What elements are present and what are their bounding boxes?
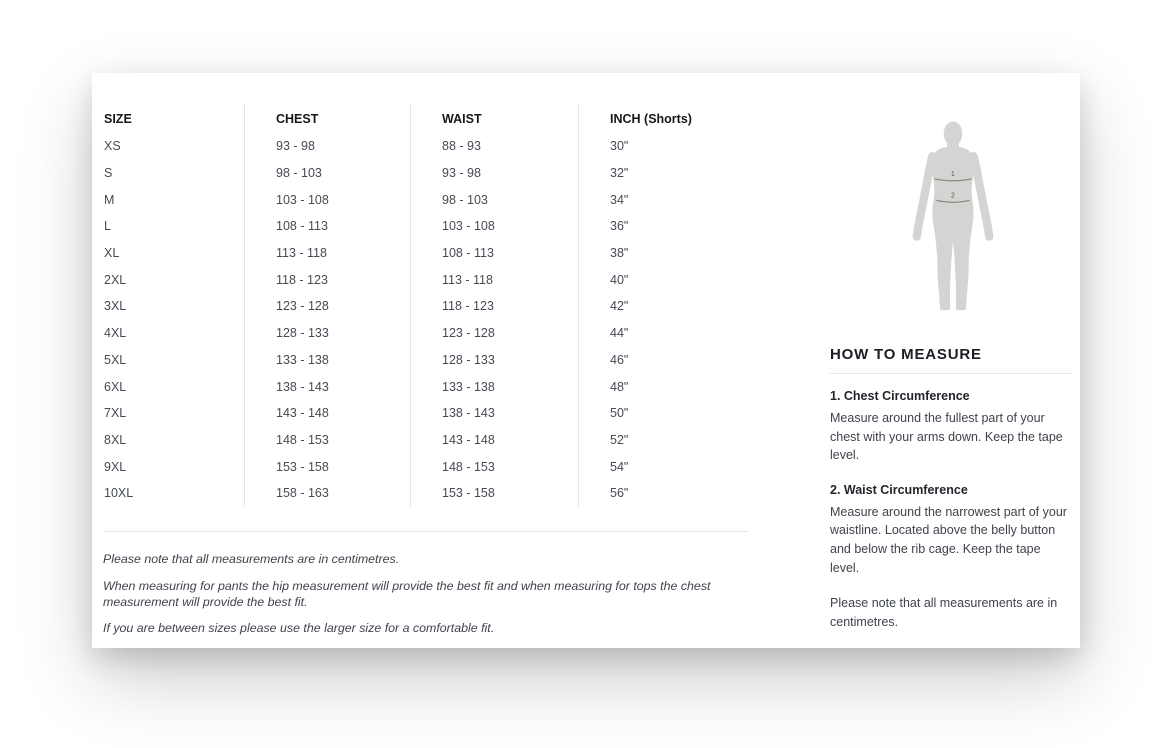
inch-cell: 46"	[578, 347, 748, 374]
table-row	[103, 373, 748, 400]
size-cell: 6XL	[104, 379, 127, 394]
inch-cell: 34"	[578, 186, 748, 213]
waist-cell: 143 - 148	[410, 427, 578, 454]
chest-cell: 98 - 103	[244, 160, 410, 187]
waist-cell: 93 - 98	[410, 160, 578, 187]
table-row	[103, 240, 748, 267]
body-silhouette-figure	[888, 120, 1018, 316]
table-row	[103, 400, 748, 427]
size-table	[103, 104, 748, 507]
inch-cell: 52"	[578, 427, 748, 454]
male-body-silhouette-icon	[888, 120, 1018, 316]
note-centimetres: Please note that all measurements are in centimetres.	[103, 552, 400, 566]
inch-cell: 30"	[578, 133, 748, 160]
chest-section-heading: 1. Chest Circumference	[830, 389, 970, 403]
inch-cell: 38"	[578, 240, 748, 267]
size-cell: 7XL	[104, 406, 127, 421]
note-between-sizes: If you are between sizes please use the larger size for a comfortable fit.	[103, 621, 495, 635]
inch-cell: 44"	[578, 320, 748, 347]
column-header-chest: CHEST	[244, 104, 410, 133]
waist-section-heading: 2. Waist Circumference	[830, 482, 968, 497]
chest-cell: 158 - 163	[244, 480, 410, 507]
table-row	[103, 480, 748, 507]
inch-cell: 32"	[578, 160, 748, 187]
right-column-note: Please note that all measurements are in centimetres.	[830, 596, 1058, 629]
size-cell: 3XL	[104, 299, 127, 314]
chest-cell: 103 - 108	[244, 186, 410, 213]
how-to-measure-panel	[830, 345, 1073, 631]
inch-cell: 42"	[578, 293, 748, 320]
chest-cell: 113 - 118	[244, 240, 410, 267]
inch-cell: 40"	[578, 266, 748, 293]
inch-cell: 48"	[578, 373, 748, 400]
size-cell: M	[104, 192, 115, 207]
table-row	[103, 186, 748, 213]
waist-section-body: Measure around the narrowest part of your waistline. Located above the belly button and below the rib cage. Keep the tape level.	[830, 504, 1067, 575]
waist-cell: 128 - 133	[410, 347, 578, 374]
inch-cell: 54"	[578, 453, 748, 480]
size-cell: XS	[104, 139, 121, 154]
size-cell: 5XL	[104, 352, 127, 367]
chest-line-label: 1	[951, 170, 955, 178]
size-cell: 9XL	[104, 459, 127, 474]
chest-cell: 108 - 113	[244, 213, 410, 240]
waist-cell: 118 - 123	[410, 293, 578, 320]
size-cell: 4XL	[104, 326, 127, 341]
chest-cell: 138 - 143	[244, 373, 410, 400]
size-cell: 8XL	[104, 432, 127, 447]
waist-line-label: 2	[951, 192, 955, 200]
note-best-fit: When measuring for pants the hip measurement will provide the best fit and when measuring for tops the chest measurement will provide the best fit.	[103, 578, 711, 609]
chest-cell: 148 - 153	[244, 427, 410, 454]
table-row	[103, 427, 748, 454]
waist-cell: 148 - 153	[410, 453, 578, 480]
waist-cell: 133 - 138	[410, 373, 578, 400]
table-row	[103, 453, 748, 480]
inch-cell: 56"	[578, 480, 748, 507]
size-table-body	[103, 133, 748, 507]
size-cell: S	[104, 166, 113, 181]
waist-cell: 123 - 128	[410, 320, 578, 347]
chest-cell: 93 - 98	[244, 133, 410, 160]
chest-cell: 128 - 133	[244, 320, 410, 347]
chest-cell: 133 - 138	[244, 347, 410, 374]
waist-cell: 103 - 108	[410, 213, 578, 240]
table-row	[103, 347, 748, 374]
column-header-inch: INCH (Shorts)	[578, 104, 748, 133]
table-row	[103, 133, 748, 160]
inch-cell: 50"	[578, 400, 748, 427]
table-row	[103, 160, 748, 187]
how-to-measure-divider	[830, 373, 1073, 374]
table-row	[103, 293, 748, 320]
chest-cell: 153 - 158	[244, 453, 410, 480]
table-row	[103, 213, 748, 240]
waist-cell: 153 - 158	[410, 480, 578, 507]
size-cell: 2XL	[104, 272, 127, 287]
size-guide-card	[92, 73, 1080, 648]
waist-cell: 138 - 143	[410, 400, 578, 427]
waist-cell: 113 - 118	[410, 266, 578, 293]
size-cell: 10XL	[104, 486, 134, 501]
column-header-waist: WAIST	[410, 104, 578, 133]
waist-cell: 108 - 113	[410, 240, 578, 267]
size-table-header-row	[103, 104, 748, 133]
table-row	[103, 266, 748, 293]
waist-cell: 98 - 103	[410, 186, 578, 213]
how-to-measure-title: HOW TO MEASURE	[830, 346, 982, 363]
column-header-size: SIZE	[104, 111, 132, 126]
chest-section-body: Measure around the fullest part of your chest with your arms down. Keep the tape level.	[830, 411, 1063, 463]
size-cell: L	[104, 219, 111, 234]
inch-cell: 36"	[578, 213, 748, 240]
table-row	[103, 320, 748, 347]
table-notes-divider	[103, 531, 748, 532]
chest-cell: 118 - 123	[244, 266, 410, 293]
size-cell: XL	[104, 246, 120, 261]
chest-cell: 143 - 148	[244, 400, 410, 427]
measurement-notes	[103, 551, 759, 647]
chest-cell: 123 - 128	[244, 293, 410, 320]
waist-cell: 88 - 93	[410, 133, 578, 160]
